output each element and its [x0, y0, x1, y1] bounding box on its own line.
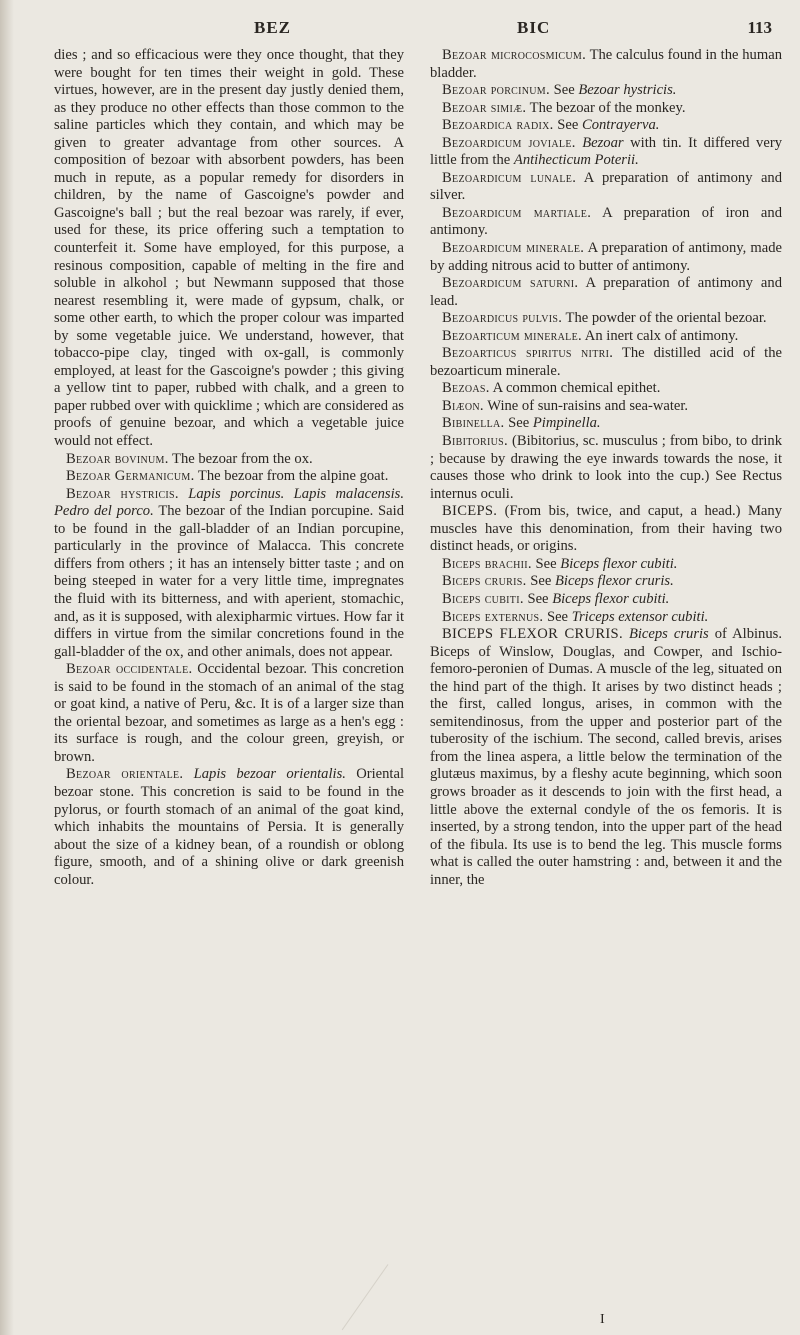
header-right-guide: BIC — [517, 18, 551, 37]
entry-see: See — [508, 415, 530, 432]
entry-headword: Bezoar simiæ. — [442, 99, 527, 116]
catchword: I — [600, 1312, 605, 1327]
dictionary-entry — [430, 47, 782, 82]
entry-reference: Lapis bezoar orientalis. — [193, 766, 346, 783]
entry-text: A common chemical epithet. — [492, 380, 661, 397]
dictionary-entry — [430, 205, 782, 240]
dictionary-entry — [430, 135, 782, 170]
entry-see: See — [546, 608, 569, 625]
entry-headword: Bezoar hystricis. — [66, 485, 179, 502]
dictionary-entry — [430, 415, 782, 433]
dictionary-entry — [430, 328, 782, 346]
dictionary-entry — [430, 117, 782, 135]
entry-text: A preparation of iron and antimony. — [430, 204, 783, 239]
entry-reference: Biceps flexor cruris. — [554, 573, 674, 590]
entry-text: (Bibitorius, sc. musculus ; from bibo, to drink ; because by drawing the eye inwards towards the nose, it causes those who drink to look into the cup.) See Rectus internus oculi. — [430, 433, 782, 502]
running-header — [30, 18, 780, 48]
entry-headword: Bezoar orientale. — [66, 766, 184, 783]
entry-headword: Bezoardicum saturni. — [442, 275, 579, 292]
entry-text: A preparation of antimony and silver. — [430, 169, 783, 204]
dictionary-entry — [430, 345, 782, 380]
entry-headword: Bezoar microcosmicum. — [442, 47, 587, 63]
dictionary-entry — [430, 573, 782, 591]
entry-text: The bezoar of the monkey. — [529, 99, 686, 116]
dictionary-entry — [430, 275, 782, 310]
entry-headword: BICEPS. — [442, 503, 498, 520]
entry-reference: Triceps extensor cubiti. — [571, 608, 709, 625]
entry-headword: Biceps cubiti. — [442, 590, 524, 607]
entry-headword: BICEPS FLEXOR CRURIS. — [442, 626, 623, 643]
dictionary-entry — [430, 626, 782, 889]
entry-see: See — [553, 82, 575, 99]
entry-text: The bezoar of the Indian porcupine. Said to be found in the gall-bladder of an Indian porcupine, particularly in the province of Malacca. This concrete differs from others ; it has an intensely bitter taste ; and on being steeped in water for a very little time, impregnates the fluid with its bitterness, and with aperient, stomachic, and, as it is supposed, with alexipharmic virtues. How far it differs in virtue from the similar concretions found in the gall-bladder of the ox, and other animals, does not appear. — [54, 503, 405, 660]
dictionary-entry — [54, 451, 404, 469]
dictionary-entry — [54, 766, 404, 889]
entry-text: The bezoar from the ox. — [172, 450, 313, 467]
entry-reference: Biceps cruris — [628, 626, 709, 643]
dictionary-entry — [430, 503, 782, 556]
entry-headword: Biceps brachii. — [442, 555, 532, 572]
dictionary-entry — [54, 486, 404, 661]
entry-see: See — [527, 590, 549, 607]
dictionary-entry — [430, 240, 782, 275]
entry-headword: Bibinella. — [442, 415, 505, 432]
entry-text: Wine of sun-raisins and sea-water. — [487, 397, 689, 414]
dictionary-entry — [430, 609, 782, 627]
entry-reference: Bezoar — [582, 134, 624, 151]
dictionary-entry — [430, 556, 782, 574]
dictionary-entry — [430, 591, 782, 609]
entry-headword: Biceps cruris. — [442, 573, 527, 590]
entry-text: dies ; and so efficacious were they once thought, that they were bought for ten times their weight in gold. These virtues, however, are in the present day justly denied them, as they produce no other effects than those common to the saline particles which they contain, and which may be given to greater advantage from other sources. A composition of bezoar with absorbent powders, has been much in repute, as a popular remedy for disorders in children, by the name of Gascoigne's powder and Gascoigne's ball ; but the real bezoar was rarely, if ever, used for these, its price offering such a temptation to counterfeit it. Some have employed, for this purpose, a resinous composition, capable of melting in the fire and soluble in alkohol ; but Newmann supposed that those nearest resembling it, were made of gypsum, chalk, or some other earth, to which the proper colour was imparted by some vegetable juice. We understand, however, that tobacco-pipe clay, tinged with ox-gall, is commonly employed, at least for the Gascoigne's powder ; this giving a yellow tint to paper, rubbed with chalk, and a green to paper rubbed over with quicklime ; which are considered as proofs of genuine bezoar, and which a vegetable juice would not effect. — [54, 47, 404, 450]
entry-reference: Antihecticum Poterii. — [513, 152, 639, 169]
entry-headword: Bezoardica radix. — [442, 117, 554, 134]
dictionary-entry — [430, 82, 782, 100]
dictionary-entry — [430, 170, 782, 205]
dictionary-entry — [54, 47, 404, 451]
entry-headword: Biæon. — [442, 397, 484, 414]
dictionary-entry — [54, 468, 404, 486]
entry-reference: Contrayerva. — [581, 117, 660, 134]
entry-text: A preparation of antimony, made by adding nitrous acid to butter of antimony. — [430, 240, 783, 274]
entry-text: (From bis, twice, and caput, a head.) Many muscles have this denomination, from their having two distinct heads, or origins. — [430, 503, 782, 555]
entry-headword: Bezoar Germanicum. — [66, 468, 195, 485]
dictionary-entry — [430, 433, 782, 503]
entry-headword: Bezoarticus spiritus nitri. — [442, 345, 614, 362]
entry-text: Occidental bezoar. This concretion is said to be found in the stomach of an animal of the stag or goat kind, a native of Peru, &c. It is of a larger size than the oriental bezoar, and sometimes as large as a hen's egg : its surface is rough, and the colour green, greyish, or brown. — [54, 661, 404, 765]
entry-headword: Bezoardicus pulvis. — [442, 310, 563, 327]
binding-shadow — [0, 0, 14, 1335]
entry-text: The calculus found in the human bladder. — [430, 47, 782, 81]
entry-reference: Biceps flexor cubiti. — [552, 590, 670, 607]
entry-headword: Bibitorius. — [442, 433, 508, 450]
entry-headword: Bezoar porcinum. — [442, 82, 550, 99]
entry-text: of Albinus. Biceps of Winslow, Douglas, and Cowper, and Ischio-femoro-peronien of Dumas. A muscle of the leg, situated on the hind part of the thigh. It arises by two distinct heads ; the first, called longus, arises, in common with the semitendinosus, from the upper and posterior part of the tuberosity of the ischium. The second, called brevis, arises from the linea aspera, a little below the termination of the glutæus maximus, by a fleshy acute beginning, which soon grows broader as it descends to join with the first head, a little above the external condyle of the os femoris. It is inserted, by a strong tendon, into the upper part of the head of the fibula. Its use is to bend the leg. This muscle forms what is called the outer hamstring : and, between it and the inner, the — [430, 626, 782, 888]
entry-text: with tin. It differed very little from the — [430, 134, 782, 169]
entry-text: The distilled acid of the bezoarticum minerale. — [430, 345, 783, 379]
entry-see: See — [530, 573, 552, 590]
entry-headword: Bezoardicum lunale. — [442, 169, 577, 186]
entry-headword: Bezoardicum joviale. — [442, 134, 576, 151]
right-column — [430, 47, 782, 889]
entry-see: See — [535, 555, 557, 572]
dictionary-entry — [430, 398, 782, 416]
entry-headword: Bezoas. — [442, 380, 490, 397]
entry-reference: Biceps flexor cubiti. — [560, 555, 678, 572]
entry-text: Oriental bezoar stone. This concretion is said to be found in the pylorus, or fourth stomach of an animal of the goat kind, which inhabits the mountains of Persia. It is generally about the size of a kidney bean, of a roundish or oblong figure, smooth, and of a shining olive or dark greenish colour. — [54, 766, 405, 888]
entry-headword: Bezoarticum minerale. — [442, 327, 582, 344]
entry-headword: Bezoardicum minerale. — [442, 240, 585, 257]
entry-reference: Pimpinella. — [532, 415, 601, 432]
entry-see: See — [557, 117, 579, 134]
entry-headword: Bezoardicum martiale. — [442, 204, 592, 221]
page-mark — [293, 1230, 389, 1331]
dictionary-entry — [430, 100, 782, 118]
page-number: 113 — [747, 18, 772, 37]
dictionary-entry — [54, 661, 404, 766]
entry-reference: Lapis porcinus. Lapis malacensis. Pedro del porco. — [54, 485, 404, 520]
dictionary-entry — [430, 380, 782, 398]
entry-text: The powder of the oriental bezoar. — [565, 310, 767, 327]
dictionary-entry — [430, 310, 782, 328]
entry-text: A preparation of antimony and lead. — [430, 275, 782, 309]
left-column — [54, 47, 404, 889]
entry-reference: Bezoar hystricis. — [578, 82, 677, 99]
entry-text: An inert calx of antimony. — [584, 327, 739, 344]
entry-headword: Biceps externus. — [442, 608, 544, 625]
header-left-guide: BEZ — [254, 18, 292, 37]
entry-headword: Bezoar bovinum. — [66, 450, 169, 467]
entry-headword: Bezoar occidentale. — [66, 661, 193, 678]
entry-text: The bezoar from the alpine goat. — [197, 468, 389, 485]
